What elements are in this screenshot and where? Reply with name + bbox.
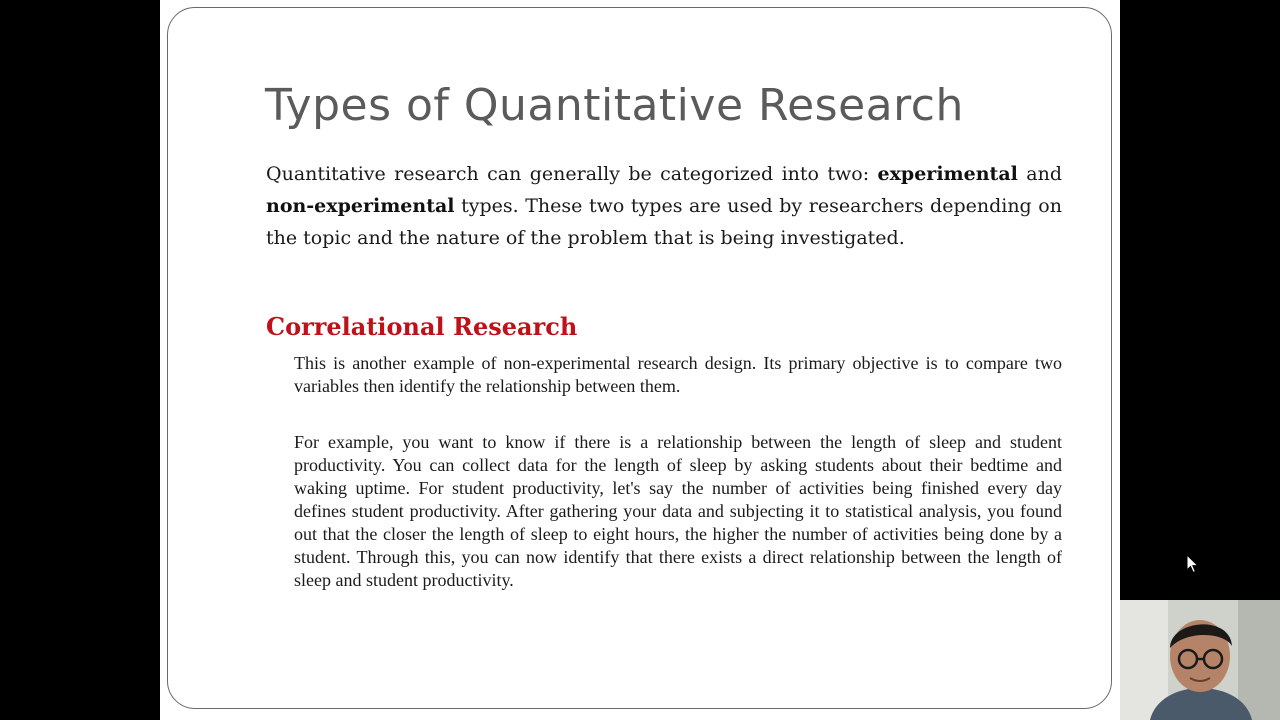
- paragraph-definition: This is another example of non-experimental research design. Its primary objective is to compare two variables then identify the relationship between them.: [294, 353, 1062, 396]
- mouse-pointer-icon: [1186, 554, 1200, 574]
- intro-bold-experimental: experimental: [877, 163, 1018, 185]
- intro-bold-non-experimental: non-experimental: [266, 195, 455, 217]
- presenter-webcam: [1120, 600, 1280, 720]
- intro-text-2: and: [1017, 163, 1062, 185]
- paragraph-example: For example, you want to know if there is a relationship between the length of sleep and student productivity. You can collect data for the length of sleep by asking students about their bedtime and waking uptime. For student productivity, let's say the number of activities being finished every day defines student productivity. After gathering your data and subjecting it to statistical analysis, you found out that the closer the length of sleep to eight hours, the higher the number of activities being done by a student. Through this, you can now identify that there exists a direct relationship between the length of sleep and student productivity.: [294, 432, 1062, 590]
- intro-text-3: types. These two types are used by researchers depending on the topic and the nature of the problem that is being investigated.: [266, 195, 1062, 249]
- presenter-figure: [1120, 600, 1280, 720]
- slide-title: Types of Quantitative Research: [265, 80, 964, 131]
- intro-text-1: Quantitative research can generally be categorized into two:: [266, 163, 878, 185]
- section-heading: Correlational Research: [266, 312, 578, 341]
- intro-paragraph: [266, 158, 1062, 254]
